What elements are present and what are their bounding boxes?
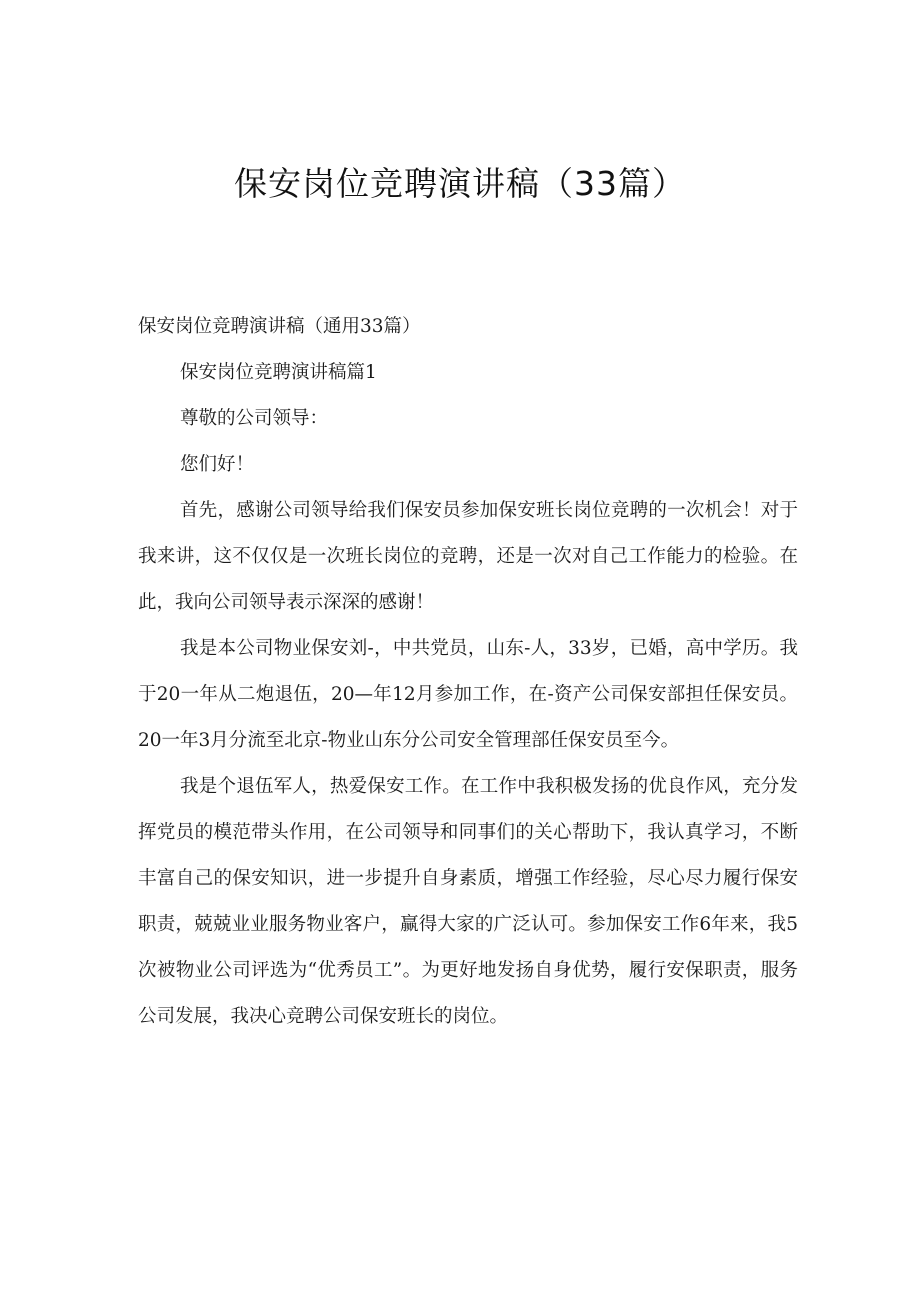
greeting: 您们好！ — [180, 454, 255, 475]
body-paragraph: 我是本公司物业保安刘-，中共党员，山东-人，33岁，已婚，高中学历。我于20一年从二炮退伍，20—年12月参加工作，在-资产公司保安部担任保安员。20一年3月分流至北京-物业山东分公司安全管理部任保安员至今。 — [138, 638, 798, 751]
body-paragraph: 首先，感谢公司领导给我们保安员参加保安班长岗位竞聘的一次机会！对于我来讲，这不仅仅是一次班长岗位的竞聘，还是一次对自己工作能力的检验。在此，我向公司领导表示深深的感谢！ — [138, 500, 798, 613]
body-paragraph: 我是个退伍军人，热爱保安工作。在工作中我积极发扬的优良作风，充分发挥党员的模范带头作用，在公司领导和同事们的关心帮助下，我认真学习，不断丰富自己的保安知识，进一步提升自身素质，增强工作经验，尽心尽力履行保安职责，兢兢业业服务物业客户，赢得大家的广泛认可。参加保安工作6年来，我5次被物业公司评选为“优秀员工”。为更好地发扬自身优势，履行安保职责，服务公司发展，我决心竞聘公司保安班长的岗位。 — [138, 776, 798, 1027]
document-body — [138, 304, 798, 1040]
document-title: 保安岗位竞聘演讲稿（33篇） — [234, 164, 686, 203]
section-heading: 保安岗位竞聘演讲稿篇1 — [180, 362, 377, 383]
salutation: 尊敬的公司领导： — [180, 408, 329, 429]
subtitle-paragraph: 保安岗位竞聘演讲稿（通用33篇） — [138, 316, 421, 337]
